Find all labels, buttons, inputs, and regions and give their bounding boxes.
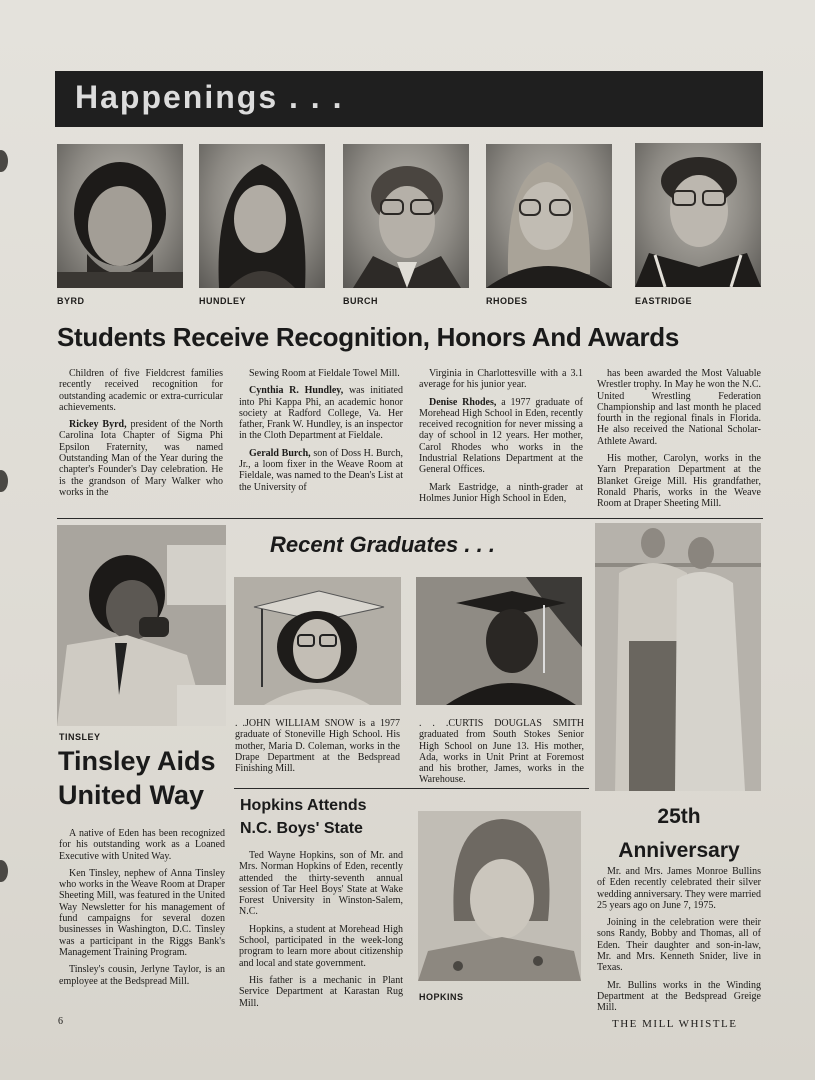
- paragraph: His mother, Carolyn, works in the Yarn Preparation Department at the Blanket Greige Mill. His grandfather, Ronald Pharis, works in the Weave Room at Draper Sheeting Mill.: [597, 453, 761, 510]
- paragraph: Hopkins, a student at Morehead High School, participated in the week-long program to learn more about citizenship and local and state government.: [239, 923, 403, 969]
- portrait-photo-hundley: [199, 144, 325, 288]
- binding-hole: [0, 470, 8, 492]
- hopkins-article: [239, 850, 403, 1015]
- paragraph: Ken Tinsley, nephew of Anna Tinsley who works in the Weave Room at Draper Sheeting Mill, was featured in the United Way Newsletter for his management of fund campaigns for several dozen businesses in Washington, D.C. Tinsley was a participant in the Riggs Bank's Management Training Program.: [59, 867, 225, 958]
- binding-hole: [0, 150, 8, 172]
- hopkins-photo: [418, 811, 581, 981]
- paragraph: [239, 448, 403, 493]
- paragraph: [419, 397, 583, 476]
- person-name: Cynthia R. Hundley,: [249, 385, 344, 397]
- portrait-photo-burch: [343, 144, 469, 288]
- portrait-photo-rhodes: [486, 144, 612, 288]
- paragraph: A native of Eden has been recognized for his outstanding work as a Loaned Executive with United Way.: [59, 828, 225, 862]
- section-banner: [55, 71, 763, 127]
- paragraph: Ted Wayne Hopkins, son of Mr. and Mrs. Norman Hopkins of Eden, recently attended the thirty-seventh annual session of Tar Heel Boys' State at Wake Forest University in Winston-Salem, N.C.: [239, 850, 403, 918]
- headline-line: Tinsley Aids: [58, 746, 216, 776]
- tinsley-caption: TINSLEY: [59, 732, 101, 742]
- paragraph: [59, 419, 223, 498]
- tinsley-headline: [58, 744, 216, 812]
- paragraph: Sewing Room at Fieldale Towel Mill.: [249, 368, 400, 379]
- recognition-column-2: [239, 368, 403, 499]
- smith-article: [419, 718, 584, 792]
- portrait-photo-eastridge: [635, 143, 761, 287]
- anniversary-headline: [614, 800, 744, 868]
- binding-hole: [0, 860, 8, 882]
- paragraph: [239, 385, 403, 441]
- paragraph-text: son of Doss H. Burch, Jr., a loom fixer in the Weave Room at Fieldale, was named to the Dean's List at the University of: [239, 447, 403, 493]
- publication-name: THE MILL WHISTLE: [612, 1018, 738, 1030]
- tinsley-photo: [57, 525, 226, 726]
- snow-article: [235, 718, 400, 780]
- section-divider: [234, 788, 589, 789]
- section-divider: [57, 518, 763, 519]
- paragraph: . .JOHN WILLIAM SNOW is a 1977 graduate of Stoneville High School. His mother, Maria D. Coleman, works in the Drape Department at the Bedspread Finishing Mill.: [235, 718, 400, 775]
- portrait-caption: HUNDLEY: [199, 296, 247, 306]
- anniversary-photo: [595, 523, 761, 791]
- paragraph: Tinsley's cousin, Jerlyne Taylor, is an employee at the Bedspread Mill.: [59, 964, 225, 987]
- person-name: Denise Rhodes,: [429, 396, 497, 408]
- snow-photo: [234, 577, 401, 705]
- portrait-caption: RHODES: [486, 296, 528, 306]
- headline-line: Hopkins Attends: [240, 797, 367, 814]
- paragraph: Children of five Fieldcrest families recently received recognition for outstanding academic or extra-curricular achievements.: [59, 368, 223, 413]
- headline-line: Anniversary: [618, 839, 740, 862]
- paragraph-text: a 1977 graduate of Morehead High School in Eden, recently received recognition for never missing a day of school in 12 years. Her mother, Carol Rhodes who works in the Industrial Relations Department at the General Offices.: [419, 396, 583, 476]
- graduates-headline: Recent Graduates . . .: [270, 532, 495, 557]
- smith-photo: [416, 577, 582, 705]
- headline-line: 25th: [657, 805, 701, 828]
- paragraph-text: was initiated into Phi Kappa Phi, an academic honor society at Radford College, Va. Her father, Frank W. Hundley, is an inspector in the Cloth Department at Fieldale.: [239, 385, 403, 442]
- paragraph: Mr. and Mrs. James Monroe Bullins of Eden recently celebrated their silver wedding anniversary. They were married 25 years ago on June 7, 1975.: [597, 866, 761, 911]
- paragraph: His father is a mechanic in Plant Service Department at Karastan Rug Mill.: [239, 974, 403, 1009]
- tinsley-article: [59, 828, 225, 993]
- paragraph: Mr. Bullins works in the Winding Department at the Bedspread Greige Mill.: [597, 979, 761, 1014]
- recognition-column-4: [597, 368, 761, 516]
- paragraph: . . .CURTIS DOUGLAS SMITH graduated from South Stokes Senior High School on June 13. His mother, Ada, works in Unit Print at Foremost and his brother, James, works in the Warehouse.: [419, 718, 584, 786]
- paragraph: Mark Eastridge, a ninth-grader at Holmes Junior High School in Eden,: [419, 481, 583, 504]
- recognition-column-1: [59, 368, 223, 504]
- headline-line: United Way: [58, 780, 205, 810]
- paragraph: Joining in the celebration were their sons Randy, Bobby and Thomas, all of Eden. Their daughter and son-in-law, Mr. and Mrs. Kenneth Snider, live in Texas.: [597, 917, 761, 974]
- recognition-headline: Students Receive Recognition, Honors And Awards: [57, 322, 680, 352]
- hopkins-headline: [240, 794, 367, 840]
- portrait-photo-byrd: [57, 144, 183, 288]
- paragraph: Virginia in Charlottesville with a 3.1 average for his junior year.: [419, 368, 583, 391]
- page-number: 6: [58, 1016, 63, 1027]
- anniversary-article: [597, 866, 761, 1020]
- portrait-caption: BYRD: [57, 296, 85, 306]
- paragraph-text: president of the North Carolina Iota Chapter of Sigma Phi Epsilon Fraternity, was named Outstanding Man of the Year during the chapter's Founder's Day celebration. He is the grandson of Mary Walker who works in the: [59, 419, 223, 498]
- portrait-caption: BURCH: [343, 296, 378, 306]
- hopkins-caption: HOPKINS: [419, 992, 464, 1002]
- paragraph: has been awarded the Most Valuable Wrestler trophy. In May he won the N.C. United Wrestling Federation Championship and last month he placed fourth in the regional finals in Florida. He also received the National Scholar-Athlete Award.: [597, 368, 761, 447]
- headline-line: N.C. Boys' State: [240, 820, 363, 837]
- portrait-caption: EASTRIDGE: [635, 296, 693, 306]
- banner-title: Happenings . . .: [75, 79, 344, 115]
- person-name: Gerald Burch,: [249, 447, 311, 459]
- recognition-column-3: [419, 368, 583, 510]
- person-name: Rickey Byrd,: [69, 419, 127, 431]
